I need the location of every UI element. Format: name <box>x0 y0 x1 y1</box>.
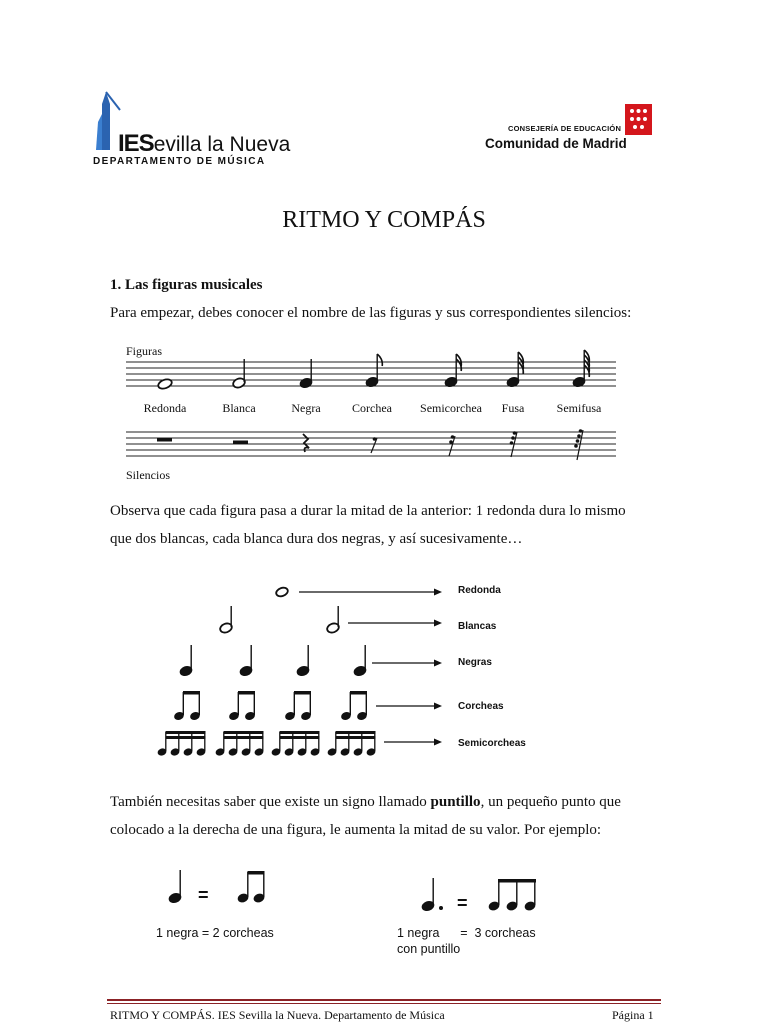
halving-line-1: Observa que cada figura pasa a durar la mitad de la anterior: 1 redonda dura lo mismo <box>110 503 626 519</box>
example-1-equals: = <box>198 885 209 905</box>
tree-negra <box>296 645 310 677</box>
negra-rest <box>303 434 309 452</box>
example-negra-puntillo <box>421 878 435 912</box>
semifusa-rest <box>574 429 583 460</box>
tree-arrow <box>348 620 442 627</box>
tree-negra <box>353 645 367 677</box>
footer-rule-thin <box>107 1003 661 1004</box>
puntillo-line-2: colocado a la derecha de una figura, le aumenta la mitad de su valor. Por ejemplo: <box>110 822 602 838</box>
tree-label: Corcheas <box>458 701 504 712</box>
school-name-rest: evilla la Nueva <box>153 133 291 156</box>
figure-label: Negra <box>291 401 321 415</box>
halving-line-2: que dos blancas, cada blanca dura dos negras, y así sucesivamente… <box>110 531 523 547</box>
madrid-flag-logo <box>625 104 652 135</box>
example-1-caption: 1 negra = 2 corcheas <box>156 926 274 940</box>
tree-corchea-pair <box>173 691 201 721</box>
footer-text: RITMO Y COMPÁS. IES Sevilla la Nueva. Departamento de Música <box>110 1008 445 1022</box>
tree-arrow <box>384 739 442 746</box>
tree-semicorchea-group <box>157 731 207 757</box>
school-name <box>118 130 290 158</box>
page-number: Página 1 <box>612 1008 654 1022</box>
figure-label: Fusa <box>501 401 525 415</box>
tree-corchea-pair <box>228 691 256 721</box>
tree-negra <box>239 645 253 677</box>
department-name: DEPARTAMENTO DE MÚSICA <box>93 156 266 167</box>
semifusa-note <box>572 350 589 388</box>
figure-label: Semifusa <box>556 401 602 415</box>
tree-blanca <box>326 606 340 634</box>
tree-label: Redonda <box>458 585 501 596</box>
intro-paragraph: Para empezar, debes conocer el nombre de las figuras y sus correspondientes silencios: <box>110 305 632 321</box>
corchea-note <box>365 354 382 388</box>
puntillo-dot <box>439 906 443 910</box>
puntillo-line-1: También necesitas saber que existe un signo llamado puntillo, un pequeño punto que <box>110 794 621 810</box>
tree-arrow <box>372 660 442 667</box>
figure-label: Corchea <box>352 401 392 415</box>
comunidad-label: Comunidad de Madrid <box>485 136 627 151</box>
tree-arrow <box>376 703 442 710</box>
corchea-rest <box>371 437 377 453</box>
staff-figures-label: Figuras <box>126 344 162 358</box>
example-corchea-triple <box>487 879 536 912</box>
tree-semicorchea-group <box>327 731 377 757</box>
staff-silences-label: Silencios <box>126 468 170 482</box>
example-2-caption: 1 negra = 3 corcheas <box>397 926 536 940</box>
tree-corchea-pair <box>340 691 368 721</box>
tree-label: Semicorcheas <box>458 738 526 749</box>
fusa-note <box>506 352 523 388</box>
puntillo-paragraph <box>110 788 710 844</box>
section-heading: 1. Las figuras musicales <box>110 277 263 293</box>
puntillo-term: puntillo <box>430 794 481 810</box>
tree-semicorchea-group <box>271 731 321 757</box>
redonda-rest <box>157 438 172 442</box>
example-negra <box>168 870 182 904</box>
school-prefix: IES <box>118 130 154 157</box>
figure-label: Redonda <box>143 401 187 415</box>
halving-paragraph <box>110 497 710 553</box>
puntillo-examples <box>0 860 768 940</box>
figure-label: Blanca <box>222 401 256 415</box>
tree-redonda <box>275 586 289 598</box>
stars-icon <box>625 104 652 135</box>
example-corchea-pair <box>236 871 265 904</box>
tree-negra <box>179 645 193 677</box>
durations-tree <box>0 575 768 775</box>
example-2-caption-line2: con puntillo <box>397 942 461 956</box>
figure-label: Semicorchea <box>420 401 482 415</box>
tree-blanca <box>219 606 233 634</box>
semicorchea-note <box>444 354 461 388</box>
tree-label: Negras <box>458 657 492 668</box>
footer-rule <box>107 999 661 1001</box>
page-title: RITMO Y COMPÁS <box>282 207 486 233</box>
consejeria-label: CONSEJERÍA DE EDUCACIÓN <box>508 124 622 133</box>
blanca-rest <box>233 441 248 445</box>
tree-semicorchea-group <box>215 731 265 757</box>
example-2-equals: = <box>457 893 468 913</box>
tree-label: Blancas <box>458 621 497 632</box>
tree-arrow <box>299 589 442 596</box>
tree-corchea-pair <box>284 691 312 721</box>
